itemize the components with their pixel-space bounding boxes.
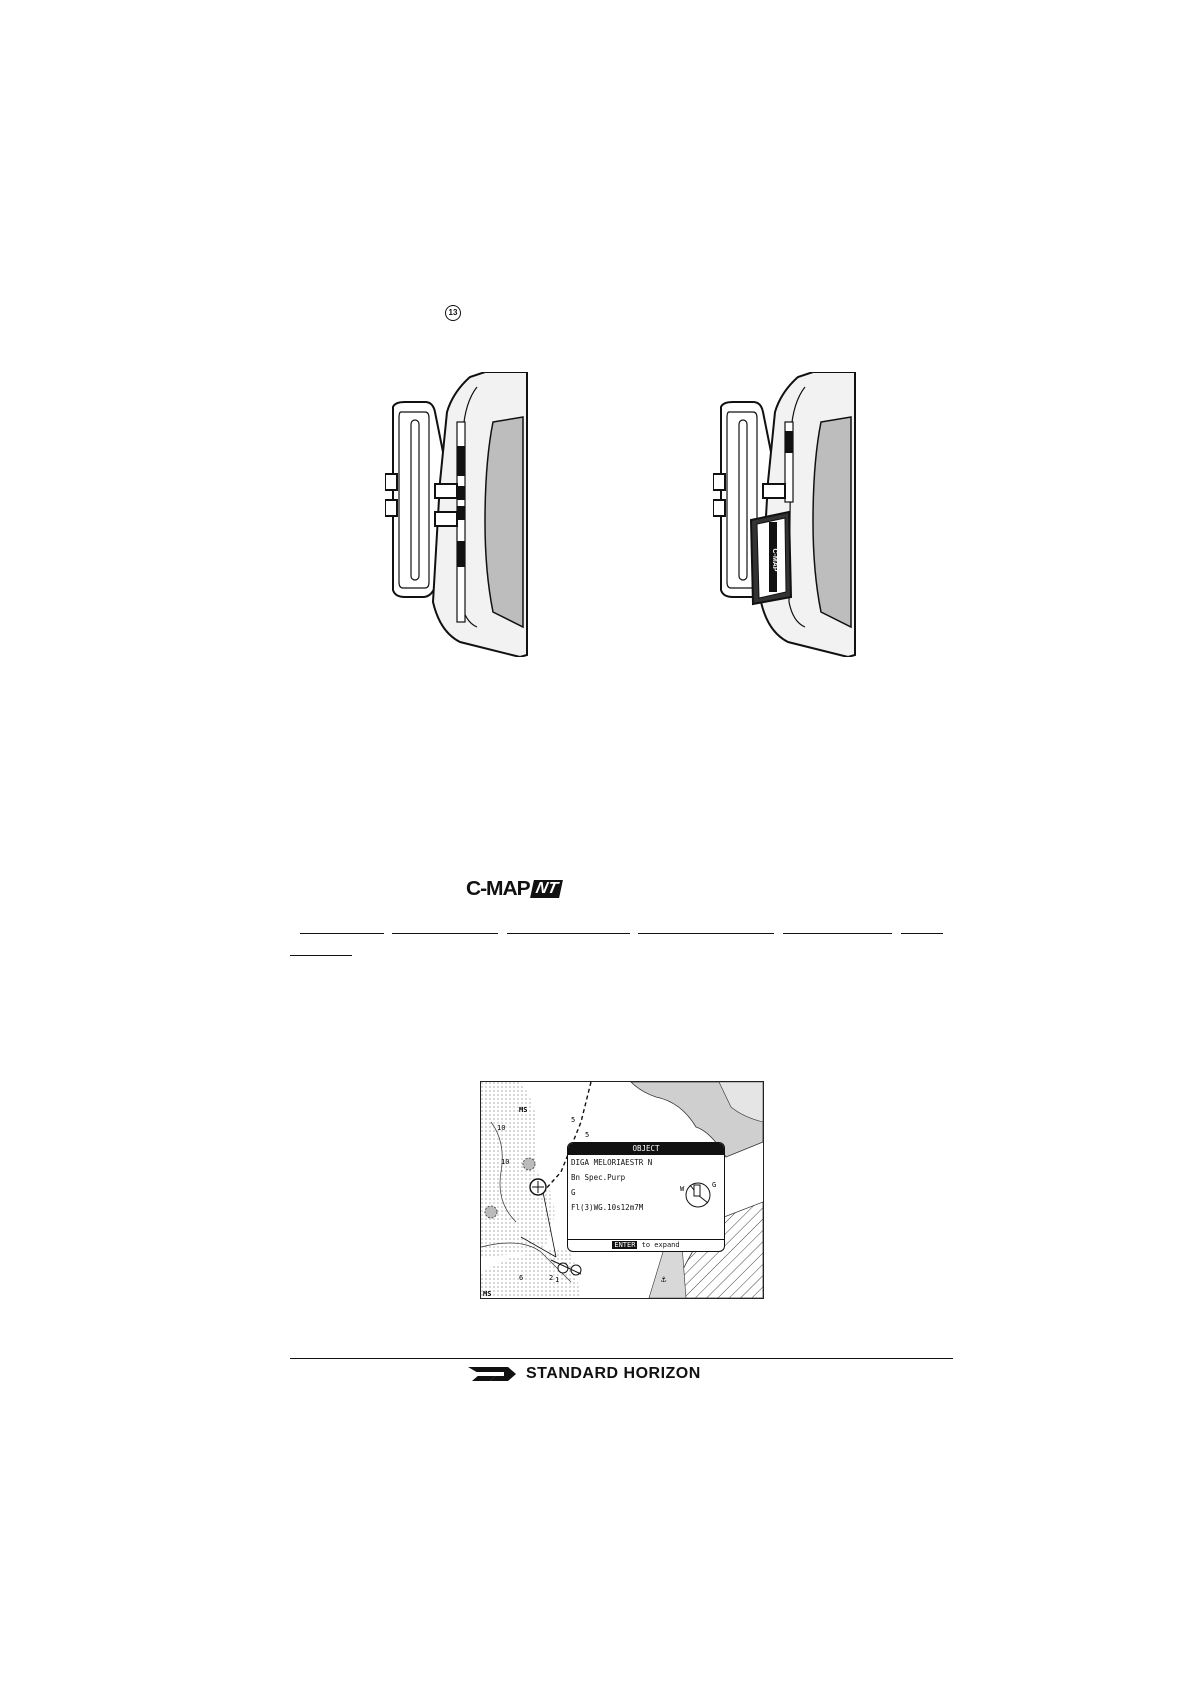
popup-footer[interactable] xyxy=(568,1239,724,1251)
object-info-popup xyxy=(567,1142,725,1252)
brand-name: STANDARD HORIZON xyxy=(526,1365,701,1382)
popup-line-name: DIGA MELORIAESTR N xyxy=(571,1158,653,1167)
cartridge-label: C-MAP xyxy=(771,548,778,572)
enter-key: ENTER xyxy=(614,1241,636,1249)
light-sector-icon xyxy=(670,1173,720,1213)
expand-hint: to expand xyxy=(637,1241,680,1249)
cmap-logo-text: C-MAP xyxy=(466,878,530,900)
chart-screen xyxy=(480,1081,764,1299)
popup-line-colour: G xyxy=(571,1188,576,1197)
underline-7 xyxy=(290,955,352,956)
callout-number-13: 13 xyxy=(445,305,461,321)
sector-label-w: W xyxy=(680,1185,685,1193)
cartridge-door-open-illustration xyxy=(385,372,530,657)
depth-label: 5 xyxy=(571,1116,576,1124)
underline-4 xyxy=(638,933,774,934)
ms-label-bottom: MS xyxy=(483,1290,492,1298)
underline-1 xyxy=(300,933,384,934)
depth-label: 2 xyxy=(549,1274,554,1282)
standard-horizon-logo xyxy=(468,1364,780,1384)
brand-emblem-icon xyxy=(468,1365,522,1383)
underline-5 xyxy=(783,933,892,934)
underline-2 xyxy=(392,933,498,934)
underline-6 xyxy=(901,933,943,934)
depth-label: 1 xyxy=(555,1276,560,1284)
cartridge-inserted-illustration xyxy=(713,372,858,657)
popup-line-type: Bn Spec.Purp xyxy=(571,1173,626,1182)
cmap-nt-logo xyxy=(466,878,566,902)
anchorage-icon: ⚓ xyxy=(661,1275,667,1285)
popup-line-light: Fl(3)WG.10s12m7M xyxy=(571,1203,644,1212)
depth-label: 10 xyxy=(497,1124,506,1132)
popup-title: OBJECT xyxy=(568,1143,724,1155)
underline-3 xyxy=(507,933,630,934)
depth-label: 5 xyxy=(585,1131,590,1139)
ms-label-top: MS xyxy=(519,1106,528,1114)
footer-rule xyxy=(290,1358,953,1359)
depth-label: 6 xyxy=(519,1274,524,1282)
sector-label-g: G xyxy=(712,1181,717,1189)
depth-label: 10 xyxy=(501,1158,510,1166)
cmap-logo-badge: NT xyxy=(530,880,563,898)
